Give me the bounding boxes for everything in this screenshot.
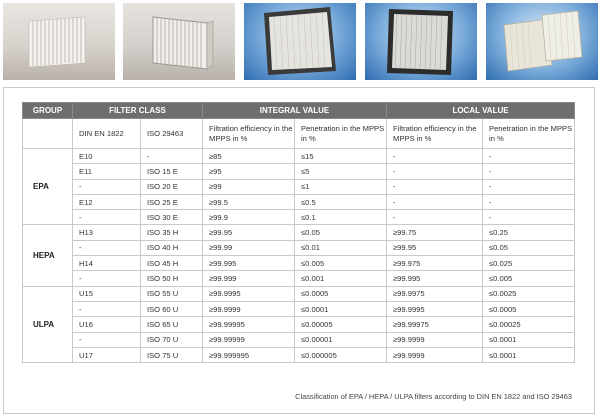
cell-din: - (73, 240, 141, 255)
table-row (23, 210, 575, 225)
cell-iso: ISO 65 U (141, 317, 203, 332)
cell-local-penetration: ≤0.025 (483, 256, 575, 271)
cell-integral-efficiency: ≥99.99 (203, 240, 295, 255)
cell-local-penetration: ≤0.0025 (483, 286, 575, 301)
cell-din: - (73, 210, 141, 225)
filter-photo-4 (365, 3, 477, 80)
filter-photo-5 (486, 3, 598, 80)
cell-local-efficiency: ≥99.995 (387, 271, 483, 286)
subheader-integral-efficiency: Filtration efficiency in the MPPS in % (203, 119, 295, 149)
cell-local-penetration: - (483, 164, 575, 179)
table-row (23, 179, 575, 194)
cell-din: - (73, 301, 141, 316)
table-row (23, 240, 575, 255)
cell-integral-efficiency: ≥99.9 (203, 210, 295, 225)
cell-local-efficiency: ≥99.75 (387, 225, 483, 240)
group-label-hepa: HEPA (23, 225, 73, 286)
cell-integral-efficiency: ≥99 (203, 179, 295, 194)
cell-din: - (73, 332, 141, 347)
cell-iso: ISO 30 E (141, 210, 203, 225)
cell-integral-penetration: ≤0.05 (295, 225, 387, 240)
subheader-din: DIN EN 1822 (73, 119, 141, 149)
cell-local-efficiency: - (387, 210, 483, 225)
filter-classification-table (22, 102, 575, 363)
cell-local-penetration: ≤0.05 (483, 240, 575, 255)
cell-iso: ISO 60 U (141, 301, 203, 316)
group-label-ulpa: ULPA (23, 286, 73, 362)
cell-local-penetration: ≤0.0001 (483, 332, 575, 347)
cell-local-penetration: - (483, 149, 575, 164)
cell-integral-penetration: ≤0.001 (295, 271, 387, 286)
subheader-local-penetration: Penetration in the MPPS in % (483, 119, 575, 149)
table-row (23, 332, 575, 347)
cell-local-penetration: - (483, 194, 575, 209)
cell-din: - (73, 271, 141, 286)
cell-integral-penetration: ≤15 (295, 149, 387, 164)
cell-iso: ISO 75 U (141, 347, 203, 362)
table-row (23, 194, 575, 209)
cell-iso: ISO 25 E (141, 194, 203, 209)
cell-iso: ISO 55 U (141, 286, 203, 301)
cell-local-efficiency: ≥99.95 (387, 240, 483, 255)
cell-integral-efficiency: ≥95 (203, 164, 295, 179)
cell-local-efficiency: ≥99.975 (387, 256, 483, 271)
table-row (23, 347, 575, 362)
table-row (23, 271, 575, 286)
cell-integral-penetration: ≤0.00005 (295, 317, 387, 332)
cell-iso: ISO 20 E (141, 179, 203, 194)
cell-iso: ISO 70 U (141, 332, 203, 347)
cell-integral-penetration: ≤0.01 (295, 240, 387, 255)
cell-integral-efficiency: ≥99.95 (203, 225, 295, 240)
cell-integral-penetration: ≤0.0005 (295, 286, 387, 301)
filter-photo-3 (244, 3, 356, 80)
cell-iso: ISO 35 H (141, 225, 203, 240)
cell-local-efficiency: - (387, 194, 483, 209)
cell-din: U17 (73, 347, 141, 362)
cell-din: U16 (73, 317, 141, 332)
cell-integral-penetration: ≤0.00001 (295, 332, 387, 347)
cell-integral-efficiency: ≥99.9999 (203, 301, 295, 316)
cell-local-efficiency: - (387, 164, 483, 179)
table-row (23, 256, 575, 271)
cell-iso: ISO 50 H (141, 271, 203, 286)
cell-integral-efficiency: ≥99.99999 (203, 332, 295, 347)
cell-local-efficiency: ≥99.9995 (387, 301, 483, 316)
subheader-integral-penetration: Penetration in the MPPS in % (295, 119, 387, 149)
cell-din: U15 (73, 286, 141, 301)
cell-iso: - (141, 149, 203, 164)
header-integral-value: INTEGRAL VALUE (203, 103, 387, 119)
cell-din: E11 (73, 164, 141, 179)
table-row (23, 225, 575, 240)
filter-photo-2 (123, 3, 235, 80)
cell-local-efficiency: ≥99.9999 (387, 347, 483, 362)
cell-integral-penetration: ≤0.0001 (295, 301, 387, 316)
cell-integral-efficiency: ≥99.5 (203, 194, 295, 209)
table-row (23, 301, 575, 316)
cell-integral-efficiency: ≥99.99995 (203, 317, 295, 332)
cell-local-penetration: ≤0.0001 (483, 347, 575, 362)
cell-integral-penetration: ≤0.005 (295, 256, 387, 271)
cell-integral-efficiency: ≥99.9995 (203, 286, 295, 301)
subheader-empty (23, 119, 73, 149)
cell-local-penetration: - (483, 210, 575, 225)
product-photo-strip (0, 0, 600, 82)
cell-din: H13 (73, 225, 141, 240)
table-row (23, 286, 575, 301)
cell-local-efficiency: ≥99.99975 (387, 317, 483, 332)
header-local-value: LOCAL VALUE (387, 103, 575, 119)
cell-local-efficiency: ≥99.9999 (387, 332, 483, 347)
cell-din: E12 (73, 194, 141, 209)
cell-integral-penetration: ≤0.5 (295, 194, 387, 209)
filter-photo-1 (3, 3, 115, 80)
cell-integral-efficiency: ≥99.999 (203, 271, 295, 286)
cell-local-penetration: ≤0.0005 (483, 301, 575, 316)
cell-local-efficiency: ≥99.9975 (387, 286, 483, 301)
cell-local-penetration: ≤0.005 (483, 271, 575, 286)
cell-integral-efficiency: ≥99.999995 (203, 347, 295, 362)
cell-integral-penetration: ≤1 (295, 179, 387, 194)
table-subheader-row (23, 119, 575, 149)
cell-din: H14 (73, 256, 141, 271)
table-row (23, 164, 575, 179)
table-row (23, 149, 575, 164)
header-filter-class: FILTER CLASS (73, 103, 203, 119)
cell-integral-efficiency: ≥85 (203, 149, 295, 164)
cell-integral-penetration: ≤5 (295, 164, 387, 179)
cell-integral-efficiency: ≥99.995 (203, 256, 295, 271)
cell-integral-penetration: ≤0.000005 (295, 347, 387, 362)
cell-integral-penetration: ≤0.1 (295, 210, 387, 225)
cell-local-penetration: - (483, 179, 575, 194)
subheader-local-efficiency: Filtration efficiency in the MPPS in % (387, 119, 483, 149)
cell-din: - (73, 179, 141, 194)
cell-local-efficiency: - (387, 149, 483, 164)
cell-local-penetration: ≤0.00025 (483, 317, 575, 332)
table-row (23, 317, 575, 332)
cell-local-efficiency: - (387, 179, 483, 194)
table-header-row (23, 103, 575, 119)
cell-iso: ISO 45 H (141, 256, 203, 271)
header-group: GROUP (23, 103, 73, 119)
cell-iso: ISO 15 E (141, 164, 203, 179)
cell-iso: ISO 40 H (141, 240, 203, 255)
table-caption: Classification of EPA / HEPA / ULPA filters according to DIN EN 1822 and ISO 29463 (295, 392, 572, 401)
cell-din: E10 (73, 149, 141, 164)
group-label-epa: EPA (23, 149, 73, 225)
subheader-iso: ISO 29463 (141, 119, 203, 149)
cell-local-penetration: ≤0.25 (483, 225, 575, 240)
